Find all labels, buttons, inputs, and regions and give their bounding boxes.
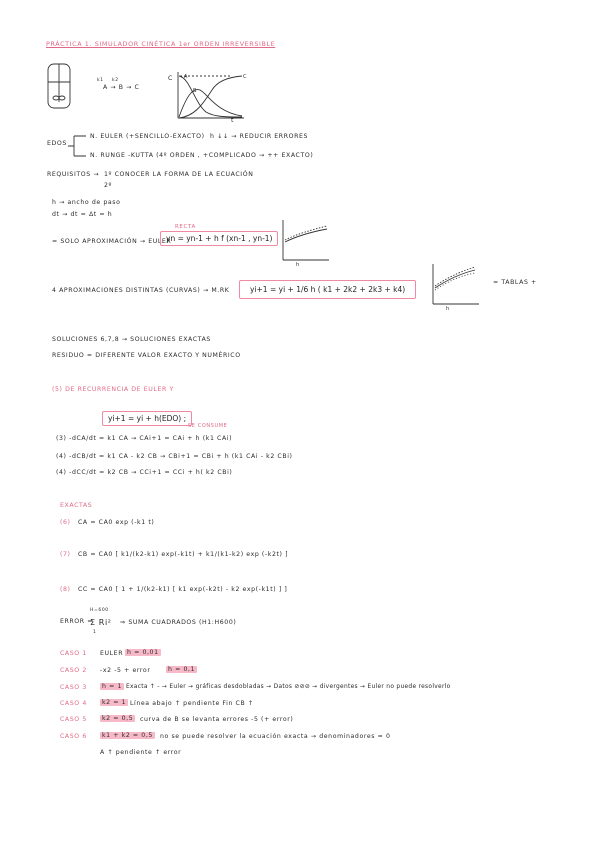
caso-text: EULER [100, 650, 124, 657]
edos-euler: N. EULER (+SENCILLO-EXACTO) [90, 133, 205, 140]
euler-formula-box: yn = yn-1 + h f (xn-1 , yn-1) [160, 231, 278, 246]
edos-rk: N. RUNGE -KUTTA (4º ORDEN , +COMPLICADO → ++ EXACTO) [90, 152, 314, 159]
edos-label: EDOS [47, 140, 67, 147]
curve-b-label: B [193, 88, 198, 94]
eq-5: (4) -dCC/dt = k2 CB → CCi+1 = CCi + h( k2 CBi) [56, 469, 233, 476]
error-sum-bottom: 1 [93, 630, 97, 635]
rk-label: 4 APROXIMACIONES DISTINTAS (CURVAS) → M.RK [52, 287, 230, 294]
paso-dt: dt → dt = Δt = h [52, 211, 113, 218]
recurrencia-formula-box: yi+1 = yi + h(EDO) ; [102, 411, 192, 426]
caso-text: no se puede resolver la ecuación exacta → denominadores = 0 [160, 733, 391, 740]
k1-label: k1 [97, 78, 104, 83]
rk-formula-box: yi+1 = yi + 1/6 h ( k1 + 2k2 + 2k3 + k4) [239, 280, 416, 299]
error-sum: Σ Ri² [90, 618, 112, 627]
caso-highlight: h = 0,1 [168, 666, 196, 673]
requisitos-label: REQUISITOS → [47, 171, 100, 178]
rk-graph [431, 264, 481, 306]
caso-label: CASO 1 [60, 650, 87, 657]
caso-label: CASO 4 [60, 700, 87, 707]
caso-highlight: k2 = 0,5 [102, 715, 134, 722]
caso-highlight: h = 0,01 [127, 649, 159, 656]
caso-text: curva de B se levanta errores -5 (+ error) [140, 716, 294, 723]
curve-c-label: C [243, 74, 248, 80]
caso-highlight: k2 = 1 [102, 699, 127, 706]
residuo-line: RESIDUO = DIFERENTE VALOR EXACTO Y NUMÉRICO [52, 352, 241, 359]
caso-text: Exacta ↑ - → Euler → gráficas desdobladas → Datos ⊘⊘⊘ → divergentes → Euler no puede resolverlo [126, 684, 451, 690]
error-sum-top: H=600 [90, 608, 109, 613]
euler-graph-h: h [296, 262, 300, 268]
exacta-8: CC = CA0 [ 1 + 1/(k2-k1) [ k1 exp(-k2t) - k2 exp(-k1t) ] ] [78, 586, 288, 593]
caso-text: -x2 -5 + error [100, 667, 151, 674]
caso-text: Línea abajo ↑ pendiente Fin CB ↑ [130, 700, 254, 707]
exactas-title: EXACTAS [60, 502, 93, 509]
axis-t-label: t [231, 117, 235, 124]
edos-euler-note: h ↓↓ → REDUCIR ERRORES [210, 133, 309, 140]
page-title: PRÁCTICA 1. SIMULADOR CINÉTICA 1er ORDEN IRREVERSIBLE [46, 40, 276, 48]
recurrencia-title: (5) DE RECURRENCIA DE EULER Y [52, 386, 174, 393]
axis-c-label: C [168, 75, 173, 82]
rk-graph-h: h [446, 306, 450, 312]
caso-highlight: h = 1 [102, 683, 122, 690]
exacta-6-label: (6) [60, 519, 71, 526]
exacta-7: CB = CA0 [ k1/(k2-k1) exp(-k1t) + k1/(k1-k2) exp (-k2t) ] [78, 551, 289, 558]
requisitos-2: 2º [104, 182, 113, 189]
eq-4: (4) -dCB/dt = k1 CA - k2 CB → CBi+1 = CBi + h (k1 CAi - k2 CBi) [56, 453, 293, 460]
caso-label: CASO 2 [60, 667, 87, 674]
curve-a-label: A [184, 74, 189, 80]
exacta-7-label: (7) [60, 551, 71, 558]
error-label: ERROR = [60, 618, 94, 625]
rk-side-note: = TABLAS + [493, 279, 537, 286]
error-note: ⇒ SUMA CUADRADOS (H1:H600) [120, 619, 237, 626]
caso-highlight: k1 + k2 = 0,5 [102, 732, 153, 739]
eq-3: (3) -dCA/dt = k1 CA → CAi+1 = CAi + h (k1 CAi) [56, 435, 233, 442]
se-consume-note: SE CONSUME [188, 423, 228, 429]
soluciones-line: SOLUCIONES 6,7,8 → SOLUCIONES EXACTAS [52, 336, 211, 343]
edos-bracket [66, 134, 88, 160]
k2-label: k2 [112, 78, 119, 83]
exacta-8-label: (8) [60, 586, 71, 593]
exacta-6: CA = CA0 exp (-k1 t) [78, 519, 155, 526]
recta-label: RECTA [175, 224, 196, 230]
reactor-sketch [44, 62, 74, 112]
caso-label: CASO 3 [60, 684, 87, 691]
reaction-scheme: A → B → C [103, 84, 140, 91]
caso-label: CASO 5 [60, 716, 87, 723]
paso-h: h → ancho de paso [52, 199, 121, 206]
caso-label: CASO 6 [60, 733, 87, 740]
requisitos-1: 1º CONOCER LA FORMA DE LA ECUACIÓN [104, 171, 254, 178]
euler-approx-label: = SOLO APROXIMACIÓN → EULER [52, 238, 172, 245]
euler-graph [281, 220, 331, 262]
final-line: A ↑ pendiente ↑ error [100, 749, 182, 756]
